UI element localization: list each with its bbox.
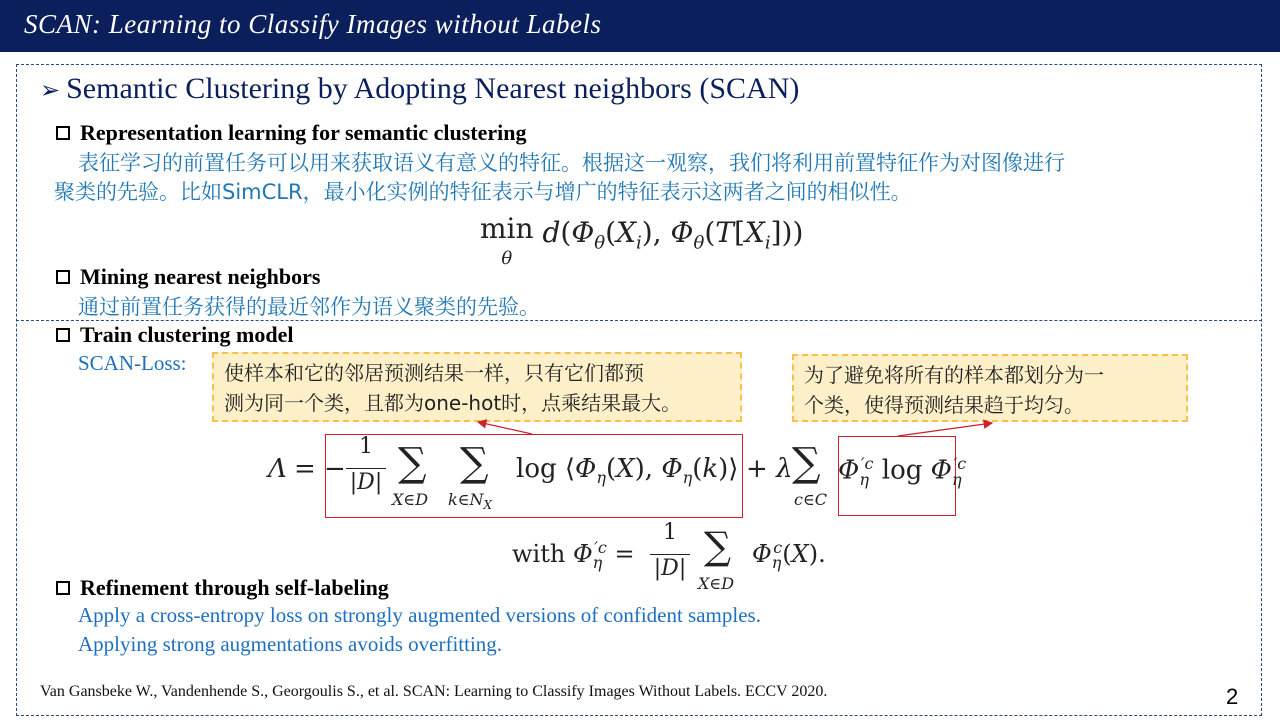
arrow-left-callout — [478, 422, 532, 434]
refinement-line1: Apply a cross-entropy loss on strongly augmented versions of confident samples. — [78, 603, 761, 627]
refinement-line2: Applying strong augmentations avoids overfitting. — [78, 632, 503, 656]
min-formula: min θ $d(\Phi_\theta(X_i)$, $\Phi_\theta(T[X_i])$) — [480, 212, 804, 269]
arrow-bullet-icon: ➢ — [40, 76, 61, 104]
arrow-right-callout — [898, 423, 992, 436]
representation-line2: 聚类的先验。比如SimCLR，最小化实例的特征表示与增广的特征表示这两者之间的相似性。 — [54, 180, 912, 204]
scan-loss-label: SCAN-Loss: — [78, 351, 187, 375]
section-mining-title: Mining nearest neighbors — [56, 264, 320, 290]
section-refinement-title: Refinement through self-labeling — [56, 575, 389, 601]
main-heading-text: Semantic Clustering by Adopting Nearest neighbors (SCAN) — [66, 72, 800, 105]
callout-entropy: 为了避免将所有的样本都划分为一 个类，使得预测结果趋于均匀。 — [792, 354, 1188, 422]
page-number: 2 — [1226, 684, 1239, 709]
reference-citation: Van Gansbeke W., Vandenhende S., Georgoulis S., et al. SCAN: Learning to Classify Images Without Labels. ECCV 2020. — [40, 683, 828, 700]
mining-line1: 通过前置任务获得的最近邻作为语义聚类的先验。 — [78, 295, 540, 319]
callout-consistency: 使样本和它的邻居预测结果一样，只有它们都预 测为同一个类，且都为one-hot时，点乘结果最大。 — [212, 352, 742, 422]
representation-line1: 表征学习的前置任务可以用来获取语义有意义的特征。根据这一观察，我们将利用前置特征作为对图像进行 — [78, 151, 1065, 175]
slide-title: SCAN: Learning to Classify Images without Labels — [24, 9, 602, 39]
section-train-title: Train clustering model — [56, 322, 293, 348]
square-bullet-icon — [56, 581, 70, 595]
section-representation-title: Representation learning for semantic clustering — [56, 120, 526, 146]
